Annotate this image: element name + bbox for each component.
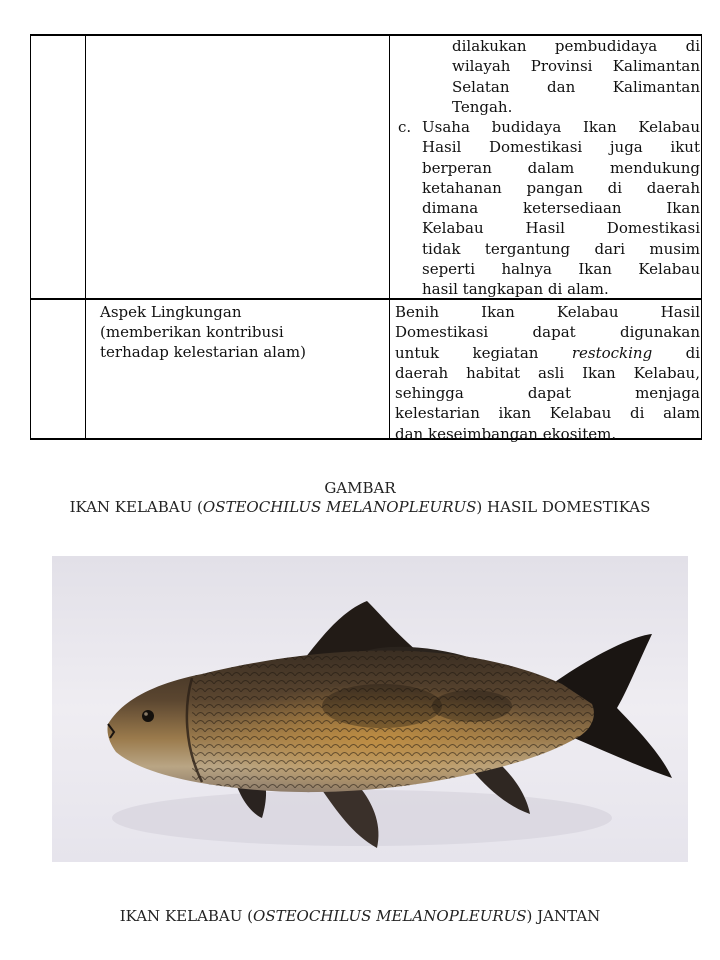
table-column-divider-2	[389, 34, 390, 440]
list-marker: c.	[398, 118, 412, 136]
text-line: tidak tergantung dari musim	[422, 239, 700, 258]
figure-caption	[0, 907, 720, 925]
text-segment: untuk kegiatan	[395, 343, 572, 362]
fish-photo	[52, 556, 688, 862]
text-line: dimana ketersediaan Ikan	[422, 199, 700, 218]
text-line: seperti halnya Ikan Kelabau	[422, 260, 700, 279]
aspect-label-cell	[100, 302, 380, 362]
text-line: Kelabau Hasil Domestikasi	[422, 219, 700, 238]
text-line: dan keseimbangan ekositem.	[395, 424, 617, 443]
text-line: wilayah Provinsi Kalimantan	[452, 57, 700, 76]
content-table	[30, 34, 702, 443]
text-line: Selatan dan Kalimantan	[452, 77, 700, 96]
text-segment: ) JANTAN	[526, 907, 601, 925]
text-line	[395, 343, 700, 363]
text-line: Aspek Lingkungan	[100, 303, 242, 321]
text-line: Benih Ikan Kelabau Hasil	[395, 303, 700, 321]
continued-item-text	[424, 36, 700, 117]
aspect-description-cell	[395, 302, 700, 444]
text-line: kelestarian ikan Kelabau di alam	[395, 404, 700, 423]
text-line: Hasil Domestikasi juga ikut	[422, 138, 700, 157]
text-line: Domestikasi dapat digunakan	[395, 323, 700, 342]
italic-species-name: OSTEOCHILUS MELANOPLEURUS	[253, 907, 527, 925]
text-line: dilakukan pembudidaya di	[452, 37, 700, 55]
table-border-left	[30, 34, 31, 440]
text-line: sehingga dapat menjaga	[395, 384, 700, 403]
text-segment: di	[652, 343, 701, 362]
text-line: terhadap kelestarian alam)	[100, 343, 307, 361]
text-line: Usaha budidaya Ikan Kelabau	[422, 118, 700, 136]
text-line: daerah habitat asli Ikan Kelabau,	[395, 363, 700, 382]
text-line: (memberikan kontribusi	[100, 323, 284, 341]
text-segment: IKAN KELABAU (	[69, 498, 203, 516]
italic-term: restocking	[571, 343, 653, 362]
figure-title	[0, 498, 720, 516]
text-line: berperan dalam mendukung	[422, 158, 700, 177]
fish-eye	[142, 710, 154, 722]
text-segment: ) HASIL DOMESTIKAS	[476, 498, 651, 516]
text-segment: IKAN KELABAU (	[119, 907, 254, 925]
text-line: Tengah.	[452, 97, 513, 116]
table-column-divider-1	[85, 34, 86, 440]
italic-species-name: OSTEOCHILUS MELANOPLEURUS	[202, 498, 477, 516]
list-item-c	[394, 117, 700, 300]
figure-label: GAMBAR	[324, 479, 396, 497]
text-line: ketahanan pangan di daerah	[422, 178, 700, 197]
list-item-body	[422, 117, 700, 300]
text-line: hasil tangkapan di alam.	[422, 280, 609, 299]
table-border-right	[701, 34, 702, 440]
